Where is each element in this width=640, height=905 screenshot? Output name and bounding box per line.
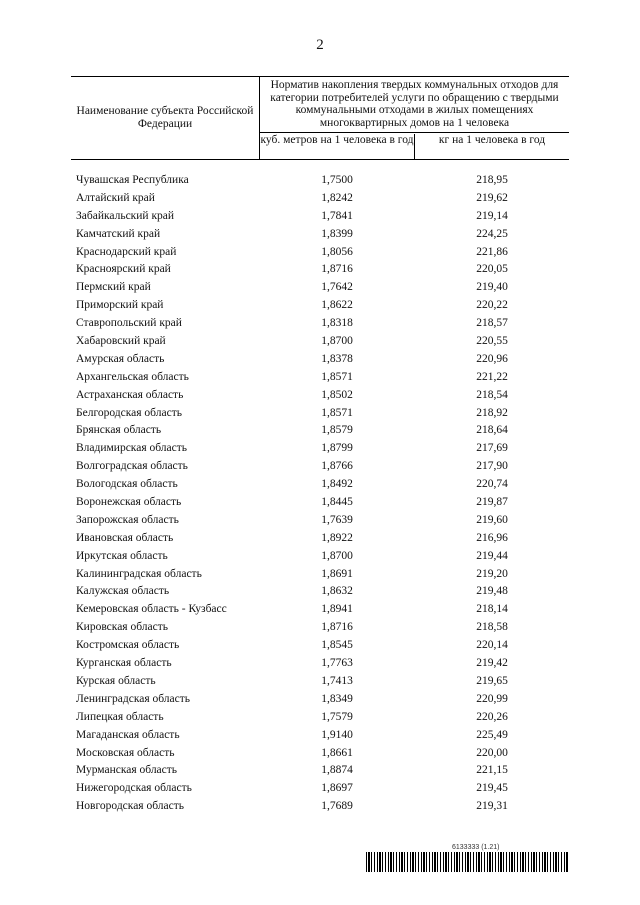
kg-value-cell: 219,62 — [476, 191, 508, 204]
region-name-cell: Брянская область — [76, 424, 162, 437]
region-name-cell: Владимирская область — [76, 442, 188, 455]
kg-value-cell: 219,42 — [476, 657, 508, 670]
m3-value-cell: 1,8691 — [321, 567, 353, 580]
table-row — [71, 728, 569, 746]
table-row — [71, 209, 569, 227]
region-name-cell: Запорожская область — [76, 513, 179, 526]
m3-value-cell: 1,7579 — [321, 710, 353, 723]
kg-value-cell: 216,96 — [476, 531, 508, 544]
m3-value-cell: 1,8571 — [321, 406, 353, 419]
m3-value-cell: 1,8318 — [321, 317, 353, 330]
kg-value-cell: 219,40 — [476, 281, 508, 294]
region-name-cell: Вологодская область — [76, 478, 178, 491]
kg-value-cell: 218,14 — [476, 603, 508, 616]
table-row — [71, 799, 569, 817]
table-row — [71, 477, 569, 495]
norm-column-header: Норматив накопления твердых коммунальных отходов для категории потребителей услуги по обращению с твердыми коммунальными отходами в жилых помещениях многоквартирных домов на 1 человека — [260, 77, 569, 133]
table-row — [71, 262, 569, 280]
m3-value-cell: 1,8941 — [321, 603, 353, 616]
table-row — [71, 316, 569, 334]
table-row — [71, 334, 569, 352]
kg-value-cell: 224,25 — [476, 227, 508, 240]
region-name-cell: Приморский край — [76, 299, 164, 312]
region-name-cell: Мурманская область — [76, 764, 178, 777]
region-name-cell: Краснодарский край — [76, 245, 177, 258]
m3-value-cell: 1,8492 — [321, 478, 353, 491]
region-name-cell: Иркутская область — [76, 549, 168, 562]
m3-value-cell: 1,8545 — [321, 639, 353, 652]
region-name-cell: Хабаровский край — [76, 335, 166, 348]
region-name-cell: Чувашская Республика — [76, 174, 189, 186]
region-name-cell: Белгородская область — [76, 406, 182, 419]
region-name-cell: Ивановская область — [76, 531, 174, 544]
m3-value-cell: 1,8766 — [321, 460, 353, 473]
table-row — [71, 781, 569, 799]
m3-value-cell: 1,8622 — [321, 299, 353, 312]
table-row — [71, 388, 569, 406]
table-row — [71, 746, 569, 764]
m3-value-cell: 1,8716 — [321, 621, 353, 634]
barcode-image — [366, 852, 569, 872]
kg-value-cell: 220,22 — [476, 299, 508, 312]
m3-value-cell: 1,8697 — [321, 782, 353, 795]
table-row — [71, 674, 569, 692]
region-name-cell: Кемеровская область - Кузбасс — [76, 603, 227, 616]
table-row — [71, 513, 569, 531]
table-row — [71, 763, 569, 781]
table-row — [71, 710, 569, 728]
kg-value-cell: 220,14 — [476, 639, 508, 652]
table-row — [71, 567, 569, 585]
kg-value-cell: 218,54 — [476, 388, 508, 401]
region-name-cell: Амурская область — [76, 352, 165, 365]
kg-value-cell: 218,92 — [476, 406, 508, 419]
table-row — [71, 495, 569, 513]
kg-value-cell: 218,95 — [476, 174, 508, 186]
kg-value-cell: 221,86 — [476, 245, 508, 258]
region-name-cell: Курганская область — [76, 657, 172, 670]
m3-value-cell: 1,8700 — [321, 335, 353, 348]
region-name-cell: Калужская область — [76, 585, 170, 598]
m3-value-cell: 1,7841 — [321, 209, 353, 222]
region-name-cell: Воронежская область — [76, 496, 182, 509]
table-row — [71, 459, 569, 477]
region-name-cell: Камчатский край — [76, 227, 161, 240]
table-row — [71, 370, 569, 388]
table-row — [71, 531, 569, 549]
kg-value-cell: 219,14 — [476, 209, 508, 222]
table-row — [71, 692, 569, 710]
m3-value-cell: 1,7639 — [321, 513, 353, 526]
m3-value-cell: 1,7763 — [321, 657, 353, 670]
region-name-cell: Нижегородская область — [76, 782, 192, 795]
kg-value-cell: 218,58 — [476, 621, 508, 634]
table-row — [71, 191, 569, 209]
region-name-cell: Магаданская область — [76, 728, 180, 741]
m3-value-cell: 1,8571 — [321, 370, 353, 383]
kg-value-cell: 220,26 — [476, 710, 508, 723]
region-name-cell: Ставропольский край — [76, 317, 182, 330]
kg-value-cell: 220,05 — [476, 263, 508, 276]
table-row — [71, 549, 569, 567]
kg-value-cell: 219,45 — [476, 782, 508, 795]
region-name-cell: Алтайский край — [76, 191, 155, 204]
table-row — [71, 620, 569, 638]
table-row — [71, 656, 569, 674]
kg-value-cell: 220,96 — [476, 352, 508, 365]
region-name-cell: Липецкая область — [76, 710, 164, 723]
m3-value-cell: 1,8579 — [321, 424, 353, 437]
m3-value-cell: 1,8874 — [321, 764, 353, 777]
region-name-cell: Пермский край — [76, 281, 151, 294]
kg-value-cell: 217,69 — [476, 442, 508, 455]
kg-value-cell: 219,20 — [476, 567, 508, 580]
region-name-cell: Ленинградская область — [76, 692, 191, 705]
m3-value-cell: 1,9140 — [321, 728, 353, 741]
m3-value-cell: 1,8661 — [321, 746, 353, 759]
m3-value-cell: 1,8632 — [321, 585, 353, 598]
region-name-cell: Калининградская область — [76, 567, 202, 580]
m3-value-cell: 1,8922 — [321, 531, 353, 544]
kg-value-cell: 219,60 — [476, 513, 508, 526]
table-row — [71, 352, 569, 370]
m3-value-cell: 1,8799 — [321, 442, 353, 455]
kg-value-cell: 221,22 — [476, 370, 508, 383]
region-name-cell: Новгородская область — [76, 800, 185, 813]
m3-value-cell: 1,8445 — [321, 496, 353, 509]
kg-value-cell: 225,49 — [476, 728, 508, 741]
table-row — [71, 602, 569, 620]
table-row — [71, 173, 569, 191]
region-name-cell: Волгоградская область — [76, 460, 188, 473]
m3-value-cell: 1,7642 — [321, 281, 353, 294]
kg-value-cell: 217,90 — [476, 460, 508, 473]
region-name-cell: Забайкальский край — [76, 209, 175, 222]
table-row — [71, 280, 569, 298]
kg-value-cell: 219,31 — [476, 800, 508, 813]
table-row — [71, 245, 569, 263]
region-name-cell: Красноярский край — [76, 263, 171, 276]
kg-value-cell: 220,99 — [476, 692, 508, 705]
kg-value-cell: 219,48 — [476, 585, 508, 598]
m3-value-cell: 1,8399 — [321, 227, 353, 240]
kg-value-cell: 219,65 — [476, 674, 508, 687]
kg-value-cell: 220,00 — [476, 746, 508, 759]
page-number: 2 — [316, 37, 324, 53]
kg-value-cell: 218,57 — [476, 317, 508, 330]
region-name-cell: Московская область — [76, 746, 175, 759]
region-name-cell: Кировская область — [76, 621, 169, 634]
region-name-cell: Курская область — [76, 674, 156, 687]
m3-value-cell: 1,7500 — [321, 174, 353, 186]
kg-value-cell: 219,44 — [476, 549, 508, 562]
region-name-cell: Астраханская область — [76, 388, 184, 401]
table-row — [71, 441, 569, 459]
region-name-cell: Архангельская область — [76, 370, 189, 383]
m3-value-cell: 1,8378 — [321, 352, 353, 365]
m3-value-cell: 1,8056 — [321, 245, 353, 258]
m3-value-cell: 1,8502 — [321, 388, 353, 401]
table-body — [71, 173, 569, 817]
m3-value-cell: 1,8716 — [321, 263, 353, 276]
kg-value-cell: 218,64 — [476, 424, 508, 437]
kg-value-cell: 221,15 — [476, 764, 508, 777]
kg-value-cell: 220,55 — [476, 335, 508, 348]
table-row — [71, 584, 569, 602]
region-column-header: Наименование субъекта Российской Федерации — [71, 77, 260, 159]
m3-value-cell: 1,7413 — [321, 674, 353, 687]
m3-column-header: куб. метров на 1 человека в год — [260, 134, 415, 159]
m3-value-cell: 1,8242 — [321, 191, 353, 204]
kg-value-cell: 219,87 — [476, 496, 508, 509]
table-row — [71, 423, 569, 441]
table-row — [71, 298, 569, 316]
kg-value-cell: 220,74 — [476, 478, 508, 491]
table-row — [71, 406, 569, 424]
m3-value-cell: 1,8700 — [321, 549, 353, 562]
m3-value-cell: 1,7689 — [321, 800, 353, 813]
document-code: 6133333 (1.21) — [452, 844, 500, 851]
table-row — [71, 227, 569, 245]
region-name-cell: Костромская область — [76, 639, 180, 652]
table-row — [71, 638, 569, 656]
kg-column-header: кг на 1 человека в год — [438, 134, 546, 146]
table-header — [71, 76, 569, 160]
m3-value-cell: 1,8349 — [321, 692, 353, 705]
